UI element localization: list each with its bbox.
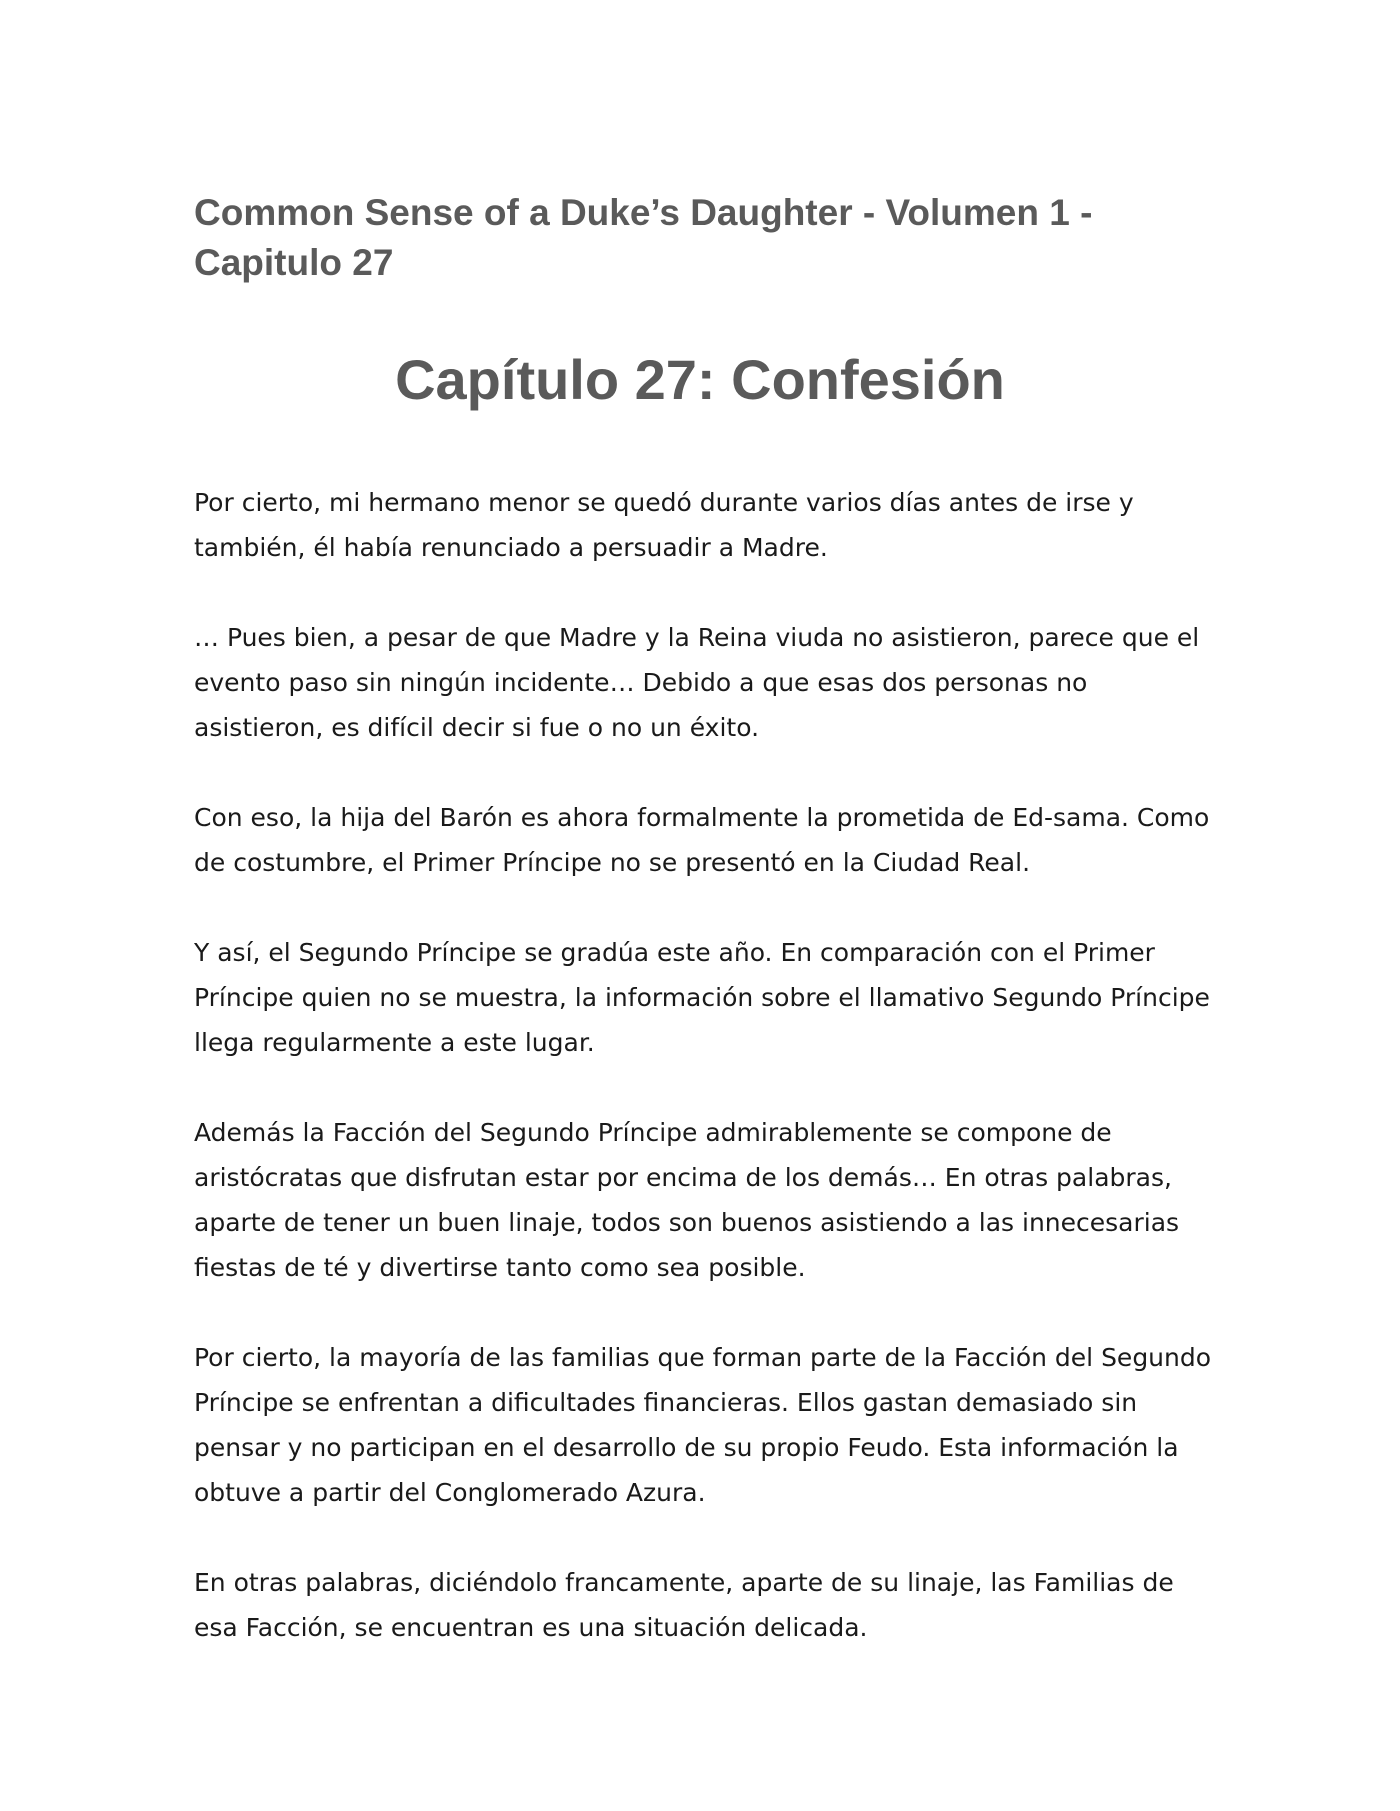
paragraph: En otras palabras, diciéndolo francamente, aparte de su linaje, las Familias de esa Facción, se encuentran es una situación delicada.: [194, 1568, 1174, 1642]
document-title: Common Sense of a Duke’s Daughter - Volumen 1 - Capitulo 27: [194, 192, 1093, 283]
paragraph: Además la Facción del Segundo Príncipe admirablemente se compone de aristócratas que disfrutan estar por encima de los demás… En otras palabras, aparte de tener un buen linaje, todos son buenos asistiendo a las innecesarias fiestas de té y divertirse tanto como sea posible.: [194, 1118, 1180, 1282]
paragraph: Por cierto, la mayoría de las familias que forman parte de la Facción del Segundo Príncipe se enfrentan a dificultades financieras. Ellos gastan demasiado sin pensar y no participan en el desarrollo de su propio Feudo. Esta información la obtuve a partir del Conglomerado Azura.: [194, 1343, 1212, 1507]
chapter-heading: Capítulo 27: Confesión: [395, 348, 1005, 411]
chapter-body: [194, 480, 1224, 1695]
paragraph: Con eso, la hija del Barón es ahora formalmente la prometida de Ed-sama. Como de costumbre, el Primer Príncipe no se presentó en la Ciudad Real.: [194, 803, 1210, 877]
paragraph: Y así, el Segundo Príncipe se gradúa este año. En comparación con el Primer Príncipe quien no se muestra, la información sobre el llamativo Segundo Príncipe llega regularmente a este lugar.: [194, 938, 1210, 1057]
paragraph: … Pues bien, a pesar de que Madre y la Reina viuda no asistieron, parece que el evento paso sin ningún incidente… Debido a que esas dos personas no asistieron, es difícil decir si fue o no un éxito.: [194, 623, 1200, 742]
paragraph: Por cierto, mi hermano menor se quedó durante varios días antes de irse y también, él había renunciado a persuadir a Madre.: [194, 488, 1134, 562]
